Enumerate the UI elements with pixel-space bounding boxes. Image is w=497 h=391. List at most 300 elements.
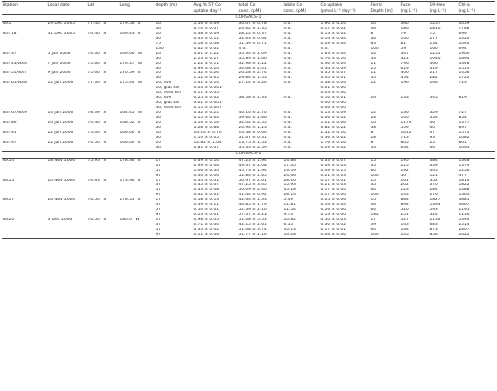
header-depth-line1: depth (m) xyxy=(155,2,193,9)
cell-uptake: 5.56 ± 0.69 xyxy=(193,21,219,26)
cell-lat: 77.30° S xyxy=(87,81,107,86)
cell-chl-a: 897 xyxy=(458,125,467,130)
cell-uptake: 12.82 ± 1.04 xyxy=(193,140,222,145)
cell-depth: 97 xyxy=(155,173,161,178)
cell-depth-m: 100 xyxy=(370,173,379,178)
cell-total-co: 40.10 ± 2.70 xyxy=(238,111,267,116)
cell-depth: 10 xyxy=(155,111,161,116)
cell-labile-co: n.d. xyxy=(283,46,292,51)
cell-chl-a: 727 xyxy=(458,111,467,116)
cell-uptake: 1.52 ± 0.05 xyxy=(193,76,219,81)
cell-uptake: 4.61 ± 1.22 xyxy=(193,51,219,56)
cell-depth: 30 xyxy=(155,116,161,121)
cell-fuco: 520 xyxy=(400,208,409,213)
cell-uptake: 0.81 ± 0.07 xyxy=(193,145,219,150)
cell-depth: 30 xyxy=(155,145,161,150)
cell-co-uptake: 0.49 ± 0.03 xyxy=(320,163,346,168)
cell-uptake: 0.03 ± 0.001* xyxy=(193,86,224,91)
cell-hex: 1394 xyxy=(429,203,441,208)
cell-date xyxy=(47,233,87,238)
cell-co-uptake: 0.21 ± 0.03 xyxy=(320,173,346,178)
cell-co-uptake: 0.03 ± 0.00 xyxy=(320,91,346,96)
header-labile-co-line1: labile Co xyxy=(283,2,320,9)
table-header xyxy=(2,2,495,15)
cell-chl-a: 723 xyxy=(458,81,467,86)
cell-co-uptake: n.d. xyxy=(320,46,329,51)
cell-depth: 10 xyxy=(155,31,161,36)
cell-hex: 75 xyxy=(429,31,435,36)
header-chl-a-line1: Chl-a xyxy=(458,2,495,9)
cell-station: NX1 xyxy=(2,21,12,26)
cell-total-co: 51.77 ± 2.16 xyxy=(238,233,283,238)
cell-co-uptake: 0.13 ± 0.00 xyxy=(320,213,346,218)
cell-date: 29 Dec 2005 xyxy=(47,21,75,26)
cell-date: 20 Jan 2006 xyxy=(47,121,74,126)
cell-chl-a: 1894 xyxy=(458,56,470,61)
cell-fuco: 796 xyxy=(400,61,409,66)
cell-hex: 37 xyxy=(429,130,435,135)
cell-chl-a: 854 xyxy=(458,116,467,121)
cell-labile-co: n.d. xyxy=(283,71,292,76)
cell-station: Stn 37 xyxy=(2,51,17,56)
cell-uptake: 1.32 ± 0.26 xyxy=(193,71,219,76)
cell-depth: 40 xyxy=(155,36,161,41)
cell-labile-co: n.d. xyxy=(283,145,292,150)
cell-depth-m: 100 xyxy=(370,46,379,51)
cell-depth: 10, glut kill xyxy=(155,86,180,91)
cell-fuco: 133 xyxy=(400,96,409,101)
cell-labile-co: 9.73 xyxy=(283,213,294,218)
cell-co-uptake: 0.14 ± 0.04 xyxy=(320,36,346,41)
cell-total-co: 26.28 ± 2.74 xyxy=(238,71,267,76)
cell-co-uptake: 0.06 ± 0.02 xyxy=(320,116,346,121)
cell-date: 9 Jan 2006 xyxy=(47,71,71,76)
header-uptake-line1: Avg.% 57 Co xyxy=(193,2,238,9)
cell-hex: 25 xyxy=(429,140,435,145)
cell-lat: 76.93° S xyxy=(87,178,107,183)
cell-uptake: 0.25 ± 0.02 xyxy=(193,96,219,101)
cell-fuco: 79 xyxy=(400,31,406,36)
cell-depth-m: 8 xyxy=(370,31,374,36)
cell-lat: 76.30° S xyxy=(87,51,107,56)
cell-fuco: 186 xyxy=(400,26,409,31)
cell-total-co: 51.08 ± 3.74 xyxy=(238,228,267,233)
cell-depth-m: 35 xyxy=(370,163,376,168)
cell-fuco: 50 xyxy=(400,173,406,178)
cell-hex: 60 xyxy=(429,125,435,130)
cell-chl-a: 1379 xyxy=(458,163,470,168)
cell-labile-co: 28.16 xyxy=(283,178,296,183)
cell-total-co: 42.64 ± 1.33 xyxy=(238,198,267,203)
cell-uptake: 3.16 ± 0.16 xyxy=(193,121,219,126)
cell-chl-a: 2422 xyxy=(458,233,495,238)
cell-labile-co: 45.18 xyxy=(283,188,296,193)
cell-station: NX15 xyxy=(2,178,15,183)
cell-date: 18 Nov 2006 xyxy=(47,158,76,163)
cell-depth: 10 xyxy=(155,130,161,135)
cell-depth-m: 39 xyxy=(370,223,376,228)
cell-depth-m: 36 xyxy=(370,26,376,31)
cell-date: 22 Jan 2006 xyxy=(47,140,74,145)
cell-total-co: 50.09 ± 2.40 xyxy=(238,188,267,193)
cell-depth: 57 xyxy=(155,168,161,173)
cell-co-uptake: 0.17 ± 0.00 xyxy=(320,193,346,198)
cell-chl-a: 1377 xyxy=(458,121,470,126)
cell-depth: 30 xyxy=(155,66,161,71)
cell-depth-m: 36 xyxy=(370,203,376,208)
cell-uptake: 3.28 ± 0.88 xyxy=(193,125,219,130)
cell-total-co: 32.63 ± 0.64 xyxy=(238,36,267,41)
cell-lat: 76.50° S xyxy=(87,198,107,203)
cell-fuco: 100 xyxy=(400,116,409,121)
cell-uptake: 0.11 ± 0.05* xyxy=(193,91,222,96)
cell-depth-m: 60 xyxy=(370,228,376,233)
header-hex-line1: 19-Hex xyxy=(429,2,458,9)
cell-uptake: 0.45 ± 0.07 xyxy=(193,183,219,188)
cell-total-co: 13.75 ± 1.53 xyxy=(238,140,267,145)
cell-depth: 30, live xyxy=(155,96,172,101)
cell-fuco: 251 xyxy=(400,213,409,218)
cell-total-co: 24.62 ± 1.35 xyxy=(238,26,267,31)
cell-uptake: 16.14 ± 0.70 xyxy=(193,130,222,135)
cell-depth-m: 60 xyxy=(370,208,376,213)
cell-date: 5 Jan 2006 xyxy=(47,51,71,56)
cell-labile-co: n.d. xyxy=(283,31,292,36)
cell-uptake: 0.15 ± 0.007* xyxy=(193,106,224,111)
cell-hex: 121 xyxy=(429,173,438,178)
cell-labile-co: n.d. xyxy=(283,61,292,66)
cell-lat: 74.50° S xyxy=(87,140,107,145)
cell-labile-co: n.d. xyxy=(283,76,292,81)
cell-fuco: 215 xyxy=(400,163,409,168)
cell-depth: 30 xyxy=(155,125,161,130)
cell-long: 169.60° W xyxy=(119,51,143,56)
cell-co-uptake: 0.09 ± 0.04 xyxy=(320,41,346,46)
header-hex-line2: (ng L⁻¹) xyxy=(429,8,458,15)
cell-depth: 30 xyxy=(155,56,161,61)
cell-co-uptake: 0.82 ± 0.22 xyxy=(320,125,346,130)
cell-labile-co: n.d. xyxy=(283,51,292,56)
cell-co-uptake: 0.21 ± 0.03 xyxy=(320,183,346,188)
cell-depth-m: 25 xyxy=(370,66,376,71)
cell-uptake: 1.22 ± 0.11 xyxy=(193,61,219,66)
cell-depth-m: 12 xyxy=(370,111,376,116)
cell-depth: 10 xyxy=(155,121,161,126)
cell-chl-a: 1816 xyxy=(458,178,470,183)
cell-fuco: 143 xyxy=(400,193,409,198)
cell-depth: 57 xyxy=(155,208,161,213)
cell-hex: 445 xyxy=(429,168,438,173)
cell-station: NX17 xyxy=(2,198,15,203)
cell-depth-m: 60 xyxy=(370,188,376,193)
cell-total-co: 32.98 ± 1.22 xyxy=(238,61,267,66)
cell-uptake: 0.18 ± 0.08 xyxy=(193,41,219,46)
header-depth-m-line2: Depth [m] xyxy=(370,8,400,15)
cell-fuco: 454 xyxy=(400,76,409,81)
cell-chl-a: 1900 xyxy=(458,51,470,56)
cell-total-co: 42.15 ± 2.61 xyxy=(238,223,267,228)
cell-depth-m: 11 xyxy=(370,71,376,76)
cell-depth: 97 xyxy=(155,233,193,238)
cell-depth-m: 28 xyxy=(370,135,376,140)
cell-labile-co: n.d. xyxy=(283,36,292,41)
cell-co-uptake: 0.13 ± 0.02 xyxy=(320,31,346,36)
cell-uptake: 0.50 ± 0.01 xyxy=(193,208,219,213)
cell-labile-co: 19.59 xyxy=(283,168,296,173)
cell-co-uptake: 0.25 ± 0.06 xyxy=(320,198,346,203)
cell-uptake: 0.23 ± 0.01 xyxy=(193,213,219,218)
cell-total-co: 31.67 ± 0.31 xyxy=(238,135,267,140)
cell-station: Stn 86 xyxy=(2,121,17,126)
cell-labile-co: n.d. xyxy=(283,56,292,61)
cell-uptake: 0.43 ± 0.11 xyxy=(193,36,219,41)
cell-fuco: 713 xyxy=(400,135,409,140)
cell-long: 166.00° E xyxy=(119,130,141,135)
cell-fuco: 81 xyxy=(400,41,406,46)
cell-co-uptake: 0.30 ± 0.02 xyxy=(320,223,346,228)
cell-uptake: 0.58 ± 0.13 xyxy=(193,198,219,203)
cell-long: 170.59° E xyxy=(119,71,141,76)
cell-labile-co: 24.66 xyxy=(283,173,296,178)
cell-depth-m: 26 xyxy=(370,96,376,101)
cell-depth-m: 8 xyxy=(370,130,374,135)
cell-station xyxy=(2,233,47,238)
cell-depth: 10 xyxy=(155,21,161,26)
cell-fuco: 123 xyxy=(400,188,409,193)
cell-depth: 17 xyxy=(155,198,161,203)
section-header-row xyxy=(2,15,495,22)
cell-labile-co: 28.14 xyxy=(283,193,296,198)
cell-long: 164.45° W xyxy=(119,111,143,116)
cell-labile-co: 10.13 xyxy=(283,228,296,233)
cell-total-co: 57.37 ± 3.23 xyxy=(238,213,267,218)
cell-lat: 75.00° S xyxy=(87,130,107,135)
cell-hex: 324 xyxy=(429,213,438,218)
cell-depth: 37 xyxy=(155,203,161,208)
cell-depth-m: 100 xyxy=(370,193,379,198)
cell-hex: 329 xyxy=(429,111,438,116)
cell-hex: 93 xyxy=(429,135,435,140)
cell-long: 166.00° E xyxy=(119,140,141,145)
header-date-line1: Local date xyxy=(47,2,87,9)
cell-lat: 76.50° S xyxy=(87,218,107,223)
cell-hex: 234 xyxy=(429,41,438,46)
cell-hex: 466 xyxy=(429,61,438,66)
cell-long xyxy=(119,233,155,238)
header-chl-a-line2: (ng L⁻¹) xyxy=(458,8,495,15)
cell-lat: 75.60° S xyxy=(87,71,107,76)
cell-depth-m: 11 xyxy=(370,61,376,66)
cell-labile-co: n.d. xyxy=(283,111,292,116)
cell-depth-m: 10 xyxy=(370,21,376,26)
cell-hex: 683 xyxy=(429,223,438,228)
cell-fuco: 406 xyxy=(400,71,409,76)
cell-lat: 74.40° S xyxy=(87,121,107,126)
cell-total-co: 34.07 ± 0.78 xyxy=(238,21,267,26)
cell-lat: 76.40° S xyxy=(87,31,107,36)
cell-hex: 352 xyxy=(429,178,438,183)
cell-uptake: 0.99 ± 0.24 xyxy=(193,66,219,71)
data-table-container xyxy=(2,1,495,239)
cell-total-co: 49.47 ± 2.08 xyxy=(238,163,267,168)
header-total-co-line1: total Co xyxy=(238,2,283,9)
cell-co-uptake: 0.38 ± 0.04 xyxy=(320,81,346,86)
cell-hex: 370 xyxy=(429,183,438,188)
cell-co-uptake: 0.35 ± 0.07 xyxy=(320,71,346,76)
cell-depth: 75 xyxy=(155,41,161,46)
cell-uptake: 0.39 ± 0.11 xyxy=(193,203,219,208)
cell-total-co: 35.33 ± 2.59 xyxy=(238,145,267,150)
cell-co-uptake: 0.06 ± 0.00 xyxy=(320,233,370,238)
cell-co-uptake: 0.17 ± 0.01 xyxy=(320,228,346,233)
cell-date: 31 Dec 2005 xyxy=(47,31,75,36)
cell-chl-a: 2807 xyxy=(458,228,470,233)
cell-fuco: 59 xyxy=(400,46,406,51)
cell-fuco: 347 xyxy=(400,51,409,56)
cell-hex: 1827 xyxy=(429,198,441,203)
cell-station: NX14 xyxy=(2,158,15,163)
cell-hex: 276 xyxy=(429,193,438,198)
cell-depth-m: 35 xyxy=(370,183,376,188)
cell-chl-a: 7788 xyxy=(458,26,470,31)
cell-chl-a: 1348 xyxy=(458,158,470,163)
cell-depth-m: 38 xyxy=(370,125,376,130)
cell-long: 178.55° E xyxy=(119,198,141,203)
cell-total-co: 24.94 ± 1.23 xyxy=(238,125,267,130)
cell-fuco: 527 xyxy=(400,218,409,223)
cell-fuco: 195 xyxy=(400,158,409,163)
cell-hex: 282 xyxy=(429,76,438,81)
cell-fuco: 360 xyxy=(400,21,409,26)
cell-co-uptake: 0.40 ± 0.04 xyxy=(320,61,346,66)
cell-total-co: 52.39 ± 2.10 xyxy=(238,208,267,213)
cell-uptake: 1.06 ± 0.34 xyxy=(193,168,219,173)
header-station-line1: Station xyxy=(2,2,47,9)
cell-fuco: 140 xyxy=(400,36,409,41)
cell-depth: 37 xyxy=(155,223,161,228)
cell-total-co: 40.85 ± 1.79 xyxy=(238,203,267,208)
cell-long: 178.36° E xyxy=(119,158,141,163)
cell-hex: 266 xyxy=(429,81,438,86)
cell-lat: 77.40° S xyxy=(87,21,107,26)
cell-fuco: 634 xyxy=(400,145,409,150)
cell-depth-m: 26 xyxy=(370,116,376,121)
cell-fuco: 884 xyxy=(400,198,409,203)
cell-depth: 37 xyxy=(155,183,161,188)
header-fuco-line1: Fuco xyxy=(400,2,429,9)
cell-long: 179.56° E xyxy=(119,21,141,26)
cell-co-uptake: 0.36 ± 0.02 xyxy=(320,135,346,140)
cell-chl-a: 2514 xyxy=(458,223,470,228)
section-title: CORSACS-2 xyxy=(2,151,495,158)
cell-depth-m: 12 xyxy=(370,81,376,86)
cell-chl-a: 477 xyxy=(458,173,467,178)
cell-co-uptake: 0.16 ± 0.04 xyxy=(320,203,346,208)
cell-depth-m: 33 xyxy=(370,56,376,61)
cell-uptake: 0.01 ± 0.001* xyxy=(193,101,224,106)
cell-uptake: 0.34 ± 0.01 xyxy=(193,178,219,183)
cell-station: Stn 18 xyxy=(2,31,17,36)
cell-depth: 10 xyxy=(155,71,161,76)
cell-co-uptake: 0.50 ± 0.03 xyxy=(320,218,346,223)
cell-co-uptake: 0.49 ± 0.15 xyxy=(320,168,346,173)
cell-co-uptake: 0.00 ± 0.00 xyxy=(320,101,346,106)
cell-long: 173.96° E xyxy=(119,178,141,183)
cell-chl-a: 1044 xyxy=(458,41,470,46)
cell-labile-co: n.d. xyxy=(283,41,292,46)
cell-depth: 17 xyxy=(155,178,161,183)
cell-labile-co: 11.54 xyxy=(283,208,296,213)
cell-chl-a: 2195 xyxy=(458,208,470,213)
section-header-row xyxy=(2,151,495,158)
cell-total-co: 32.02 ± 2.55 xyxy=(238,121,267,126)
cell-total-co: 45.73 ± 1.94 xyxy=(238,168,267,173)
header-labile-co-line2: conc. (pM) xyxy=(283,8,320,15)
cell-co-uptake: 0.17 ± 0.02 xyxy=(320,26,346,31)
cell-long: 168.52° E xyxy=(119,121,141,126)
cell-chl-a: 1822 xyxy=(458,183,470,188)
cell-chl-a: 3348 xyxy=(458,61,470,66)
cell-depth: 37 xyxy=(155,163,161,168)
cell-total-co: 35.89 ± 1.60 xyxy=(238,56,267,61)
cell-depth-m: 15 xyxy=(370,198,376,203)
cell-labile-co: 6.55 xyxy=(283,223,294,228)
cell-chl-a: 1082 xyxy=(458,135,470,140)
cell-labile-co: 5.49 xyxy=(283,198,294,203)
cell-chl-a: 2514 xyxy=(458,66,470,71)
cell-labile-co: n.d. xyxy=(283,121,292,126)
cell-station: Stn 97 xyxy=(2,140,17,145)
cell-date: 22 Jan 2006 xyxy=(47,130,74,135)
cell-station: Stn 43/NX6 xyxy=(2,61,27,66)
cell-total-co: 47.25 ± 3.45 xyxy=(238,183,267,188)
cell-uptake: 0.42 ± 0.01 xyxy=(193,193,219,198)
table-body xyxy=(2,15,495,239)
cell-uptake: 0.70 ± 0.07 xyxy=(193,26,219,31)
cell-co-uptake: 0.26 ± 0.00 xyxy=(320,208,346,213)
cell-co-uptake: 1.76 ± 0.16 xyxy=(320,140,346,145)
cell-chl-a: 1363 xyxy=(458,193,470,198)
header-long-line1: Long xyxy=(119,2,155,9)
cell-co-uptake: 0.33 ± 0.07 xyxy=(320,158,346,163)
cell-chl-a: 3459 xyxy=(458,21,470,26)
cell-total-co: 52.86 ± 1.65 xyxy=(238,173,267,178)
header-co-uptake-line1: Co uptake xyxy=(320,2,370,9)
cell-hex: 277 xyxy=(429,36,438,41)
cell-chl-a: 861 xyxy=(458,140,467,145)
cell-fuco: 136 xyxy=(400,111,409,116)
cell-chl-a: 1256 xyxy=(458,168,470,173)
cell-depth: 10, live xyxy=(155,81,172,86)
cell-labile-co: n.d. xyxy=(283,125,292,130)
cell-depth-m: 35 xyxy=(370,76,376,81)
cell-depth: 97 xyxy=(155,193,161,198)
cell-co-uptake: 0.10 ± 0.01 xyxy=(320,96,346,101)
cell-depth-m: 15 xyxy=(370,158,376,163)
cell-uptake: 1.41 ± 0.14 xyxy=(193,81,219,86)
cell-total-co: 41.44 ± 0.92 xyxy=(238,193,267,198)
cell-depth-m: 100 xyxy=(370,233,400,238)
cell-depth: 10 xyxy=(155,51,161,56)
cell-fuco: 1612 xyxy=(400,130,412,135)
cell-labile-co: n.d. xyxy=(283,81,292,86)
cell-chl-a: 1488 xyxy=(458,188,470,193)
cell-co-uptake: 0.45 ± 0.01 xyxy=(320,76,346,81)
cell-hex: 160 xyxy=(429,46,438,51)
cell-long: 180.0° W xyxy=(119,218,140,223)
cell-chl-a: 1426 xyxy=(458,36,470,41)
header-co-uptake-line2: (pmol L⁻¹ day⁻¹) xyxy=(320,8,370,15)
